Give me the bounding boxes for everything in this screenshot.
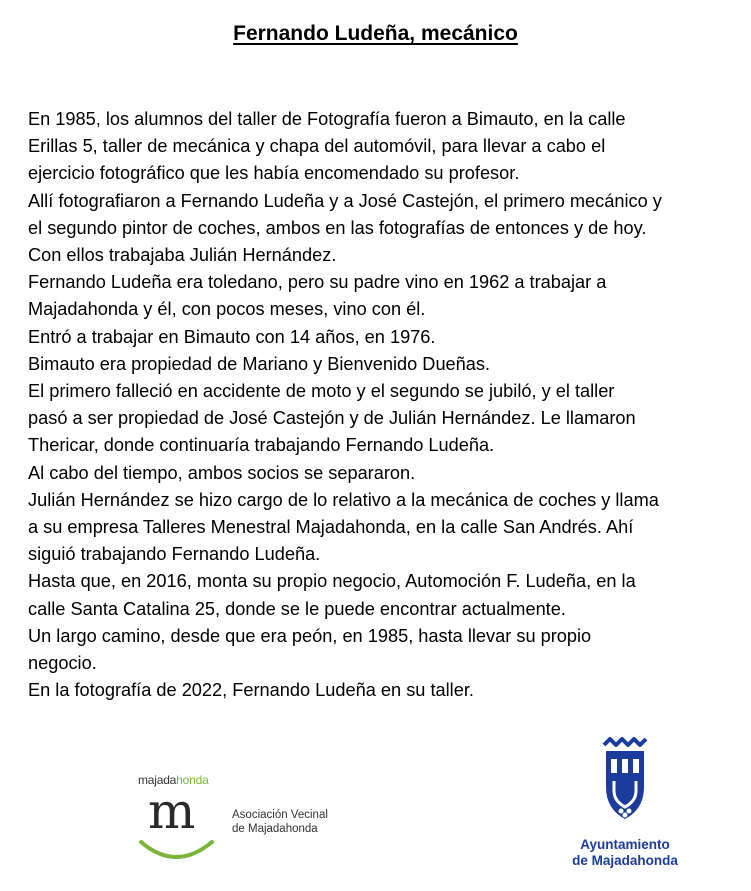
association-logo [138,770,368,870]
text-line: calle Santa Catalina 25, donde se le puede encontrar actualmente. [28,598,566,619]
text-line: Majadahonda y él, con pocos meses, vino con él. [28,299,426,320]
text-line: Al cabo del tiempo, ambos socios se separaron. [28,462,416,483]
city-council-logo [550,735,700,875]
document-title: Fernando Ludeña, mecánico [233,22,518,45]
text-line: siguió trabajando Fernando Ludeña. [28,544,321,565]
city-crest-icon [600,735,650,835]
text-line: Thericar, donde continuaría trabajando Fernando Ludeña. [28,435,495,456]
article-body [28,106,740,704]
text-line: El primero falleció en accidente de moto y el segundo se jubiló, y el taller [28,381,615,402]
association-m-letter: m [148,782,196,840]
text-line: Entró a trabajar en Bimauto con 14 años, en 1976. [28,326,436,347]
text-line: En 1985, los alumnos del taller de Fotografía fueron a Bimauto, en la calle [28,109,626,129]
text-line: Erillas 5, taller de mecánica y chapa del automóvil, para llevar a cabo el [28,136,606,157]
text-line: Fernando Ludeña era toledano, pero su padre vino en 1962 a trabajar a [28,272,607,293]
text-line: a su empresa Talleres Menestral Majadahonda, en la calle San Andrés. Ahí [28,517,634,538]
text-line: Allí fotografiaron a Fernando Ludeña y a José Castejón, el primero mecánico y [28,190,662,211]
text-line: En la fotografía de 2022, Fernando Ludeña en su taller. [28,680,474,701]
city-name-line1: Ayuntamiento [580,837,670,852]
text-line: Hasta que, en 2016, monta su propio negocio, Automoción F. Ludeña, en la [28,571,636,592]
text-line: Con ellos trabajaba Julián Hernández. [28,245,337,266]
text-line: Julián Hernández se hizo cargo de lo relativo a la mecánica de coches y llama [28,489,659,510]
text-line: Bimauto era propiedad de Mariano y Bienvenido Dueñas. [28,353,491,374]
city-name-line2: de Majadahonda [572,853,678,868]
association-brand-wordmark: majadahonda [138,773,209,787]
text-line: pasó a ser propiedad de José Castejón y de Julián Hernández. Le llamaron [28,408,636,429]
smile-arc-icon [138,838,218,866]
text-line: ejercicio fotográfico que les había encomendado su profesor. [28,163,520,184]
text-line: Un largo camino, desde que era peón, en 1985, hasta llevar su propio [28,625,592,646]
text-line: negocio. [28,653,97,674]
association-name: Asociación Vecinal de Majadahonda [232,809,328,835]
text-line: el segundo pintor de coches, ambos en las fotografías de entonces y de hoy. [28,217,647,238]
